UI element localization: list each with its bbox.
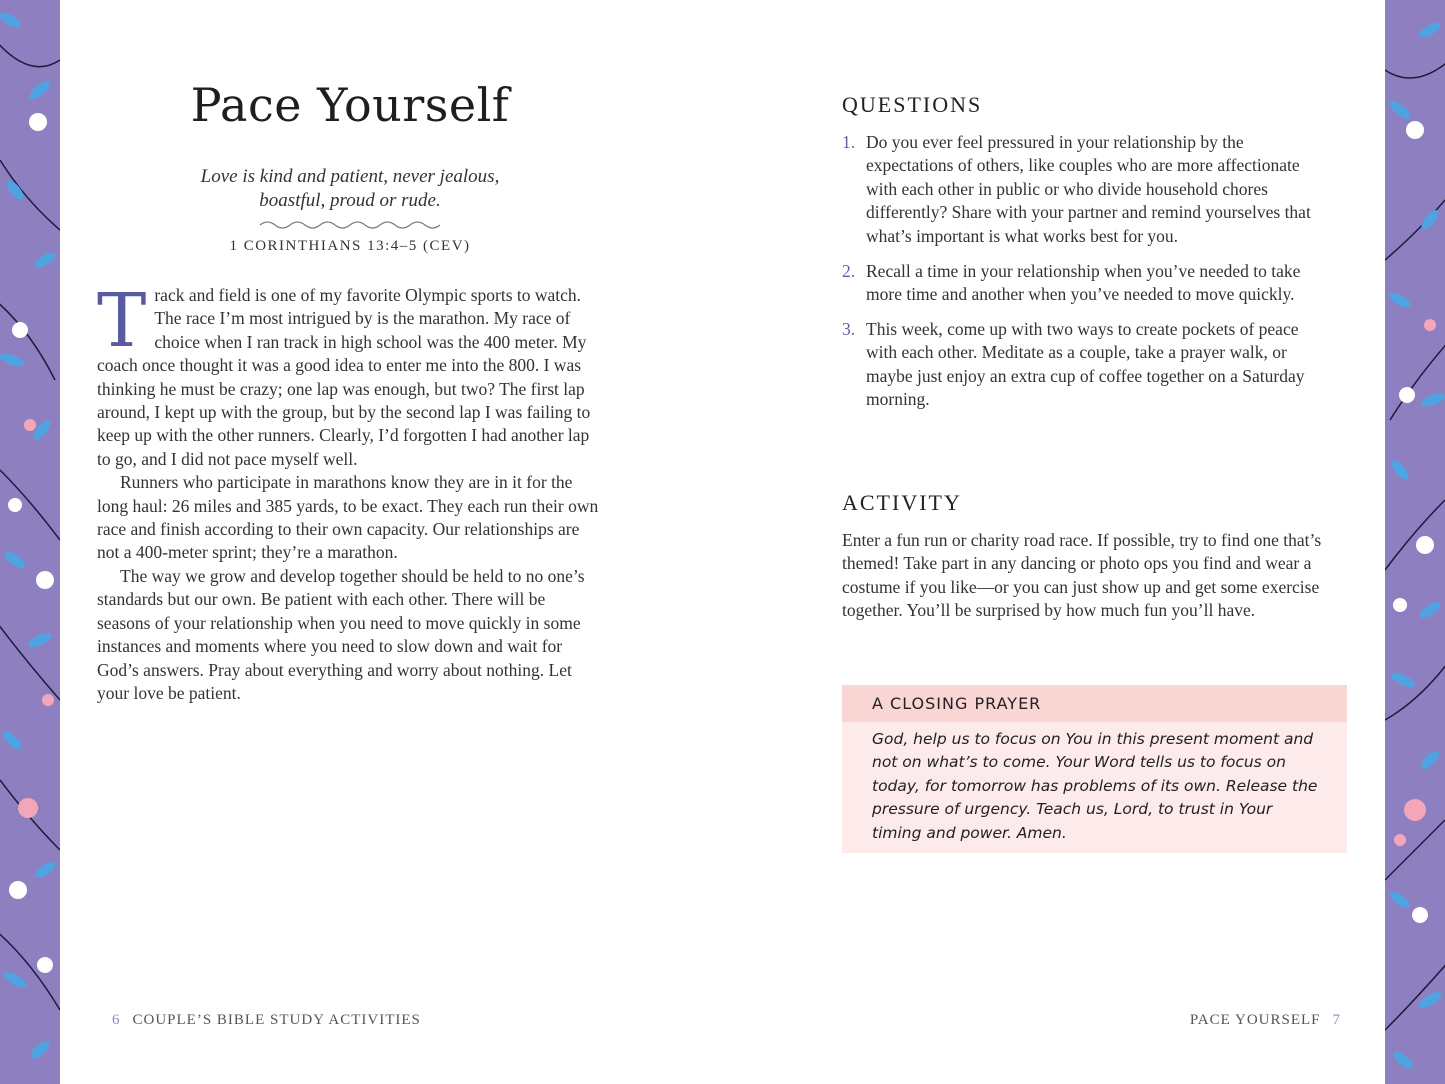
- body-paragraph-1: [97, 278, 602, 471]
- question-item: [842, 318, 1332, 412]
- question-number: 3.: [842, 318, 856, 339]
- questions-list: [842, 131, 1332, 423]
- questions-heading: QUESTIONS: [842, 92, 983, 117]
- question-text: Recall a time in your relationship when you’ve needed to take more time and another when you’ve needed to move quickly.: [866, 260, 1301, 304]
- right-page: [722, 0, 1385, 1084]
- wavy-divider: [258, 219, 448, 231]
- page-number-left: 6: [112, 1012, 121, 1028]
- drop-cap: T: [97, 278, 147, 364]
- closing-prayer-heading: A CLOSING PRAYER: [842, 685, 1347, 722]
- scripture-citation: 1 CORINTHIANS 13:4–5 (CEV): [229, 238, 471, 254]
- question-text: This week, come up with two ways to create pockets of peace with each other. Meditate as a couple, take a prayer walk, or maybe just enjoy an extra cup of coffee together on a Saturday morning.: [866, 318, 1305, 410]
- activity-heading: ACTIVITY: [842, 490, 962, 515]
- question-number: 1.: [842, 132, 856, 152]
- epigraph: [140, 165, 560, 213]
- question-item: [842, 260, 1332, 307]
- closing-prayer-text: God, help us to focus on You in this present moment and not on what’s to come. Your Word tells us to focus on today, for tomorrow has problems of its own. Release the pressure of urgency. Teach us, Lord, to trust in Your timing and power. Amen.: [872, 730, 1318, 842]
- left-page: [60, 0, 722, 1084]
- body-paragraph-3: The way we grow and develop together should be held to no one’s standards but our own. Be patient with each other. There will be seasons of your relationship when you need to move quickly in some instances and moments where you need to slow down and wait for God’s answers. Pray about everything and worry about nothing. Let your love be patient.: [97, 565, 585, 703]
- running-head-right: PACE YOURSELF: [1189, 1012, 1321, 1028]
- question-text: Do you ever feel pressured in your relationship by the expectations of others, like couples who are more affectionate with each other in public or who divide household chores differently? Share with your partner and remind yourselves that what’s important is what works best for you.: [866, 132, 1311, 246]
- floral-border-right: [1385, 0, 1445, 1084]
- activity-text: Enter a fun run or charity road race. If possible, try to find one that’s themed! Take part in any dancing or photo ops you find and wear a costume if you like—or you can just show up and get some exercise together. You’ll be surprised by how much fun you’ll have.: [842, 530, 1322, 621]
- body-paragraph-1-text: rack and field is one of my favorite Olympic sports to watch. The race I’m most intrigued by is the marathon. My race of choice when I ran track in high school was the 400 meter. My coach once thought it was a good idea to enter me into the 800. I was thinking he must be crazy; one lap was enough, but two? The first lap around, I kept up with the group, but by the second lap I was failing to keep up with the other runners. Clearly, I’d forgotten I had another lap to go, and I did not pace myself well.: [97, 285, 591, 469]
- body-paragraph-2: Runners who participate in marathons know they are in it for the long haul: 26 miles and 385 yards, to be exact. They each run their own race and finish according to their own capacity. Our relationships are not a 400-meter sprint; they’re a marathon.: [97, 472, 599, 563]
- question-item: [842, 131, 1332, 248]
- footer-left: [100, 1012, 421, 1029]
- footer-right: [1190, 1012, 1353, 1029]
- epigraph-line-2: boastful, proud or rude.: [259, 190, 441, 211]
- closing-prayer-box: [842, 685, 1347, 853]
- floral-border-left: [0, 0, 60, 1084]
- page-number-right: 7: [1332, 1012, 1341, 1028]
- epigraph-line-1: Love is kind and patient, never jealous,: [200, 166, 500, 187]
- question-number: 2.: [842, 260, 856, 281]
- body-text: [97, 278, 602, 705]
- page-title: Pace Yourself: [190, 78, 510, 132]
- running-head-left: COUPLE’S BIBLE STUDY ACTIVITIES: [132, 1012, 421, 1028]
